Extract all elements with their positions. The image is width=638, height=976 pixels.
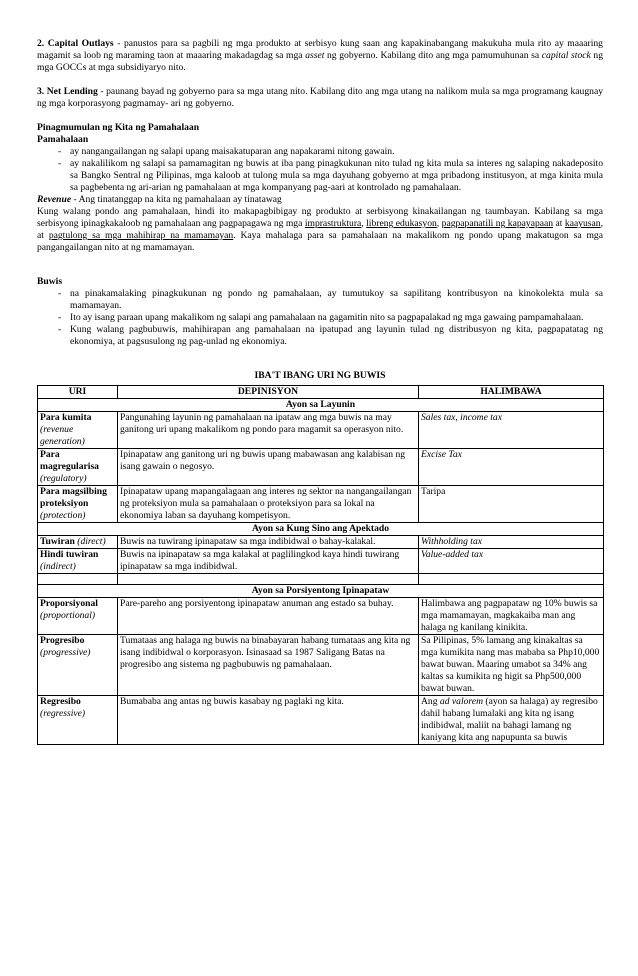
revenue-label: Revenue: [37, 194, 72, 205]
definition-cell: Tumataas ang halaga ng buwis na binabayaran habang tumataas ang kita ng isang indibidwal o korporasyon. Isinasaad sa 1987 Saligang Batas na progresibo ang sistema ng pagbubuwis ng pamahalaan.: [118, 635, 419, 696]
section-title-layunin: Ayon sa Layunin: [38, 399, 604, 412]
tax-type-english: (revenue generation): [40, 424, 85, 447]
tax-type-name: Para magsilbing proteksiyon: [40, 486, 107, 509]
example-cell: Withholding tax: [419, 536, 604, 549]
header-uri: URI: [38, 386, 118, 399]
tax-type-english: (regulatory): [40, 473, 87, 484]
spacer-cell: [38, 574, 118, 585]
tax-type-name: Progresibo: [40, 635, 85, 646]
pinagmumulan-heading: Pinagmumulan ng Kita ng Pamahalaan: [37, 122, 200, 133]
separator: at: [553, 218, 565, 229]
example-cell: Sales tax, income tax: [419, 412, 604, 449]
buwis-list: [37, 288, 603, 348]
tax-type-name: Proporsiyonal: [40, 598, 98, 609]
tax-type-name: Regresibo: [40, 696, 81, 707]
section-row: [38, 585, 604, 598]
net-lending-text: - paunang bayad ng gobyerno para sa mga utang nito. Kabilang dito ang mga utang na nalikom mula sa mga programang kaugnay ng mga korporasyong pagmamay- ari ng gobyerno.: [37, 86, 604, 109]
spacer-cell: [419, 574, 604, 585]
capital-outlays-text: - panustos para sa pagbili ng mga produkto at serbisyo kung saan ang kapakinabangang makukuha mula rito ay maaaring magamit sa loob ng maraming taon at maaaring makadagdag sa mga: [37, 38, 603, 61]
definition-cell: Pangunahing layunin ng pamahalaan na ipataw ang mga buwis na may ganitong uri upang makalikom ng pondo para magamit sa operasyon nito.: [118, 412, 419, 449]
asset-term: asset: [305, 50, 325, 61]
section-row: [38, 523, 604, 536]
spacer-row: [38, 574, 604, 585]
capital-outlays-paragraph: [37, 38, 603, 74]
definition-cell: Pare-pareho ang porsiyentong ipinapataw anuman ang estado sa buhay.: [118, 598, 419, 635]
separator: , at: [37, 218, 603, 241]
table-header-row: [38, 386, 604, 399]
table-row: [38, 549, 604, 574]
closing-paragraph: [37, 206, 603, 254]
ad-valorem-term: ad valorem: [439, 696, 483, 707]
pamahalaan-heading: Pamahalaan: [37, 134, 89, 145]
example-cell: Value-added tax: [419, 549, 604, 574]
buwis-heading: Buwis: [37, 276, 63, 287]
tax-type-name: Hindi tuwiran: [40, 549, 99, 560]
kaayusan-link[interactable]: kaayusan: [564, 218, 601, 229]
tax-type-english: (indirect): [40, 561, 76, 572]
definition-cell: Bumababa ang antas ng buwis kasabay ng paglaki ng kita.: [118, 696, 419, 745]
tax-type-cell: [38, 536, 118, 549]
tax-type-cell: [38, 412, 118, 449]
section-title-apektado: Ayon sa Kung Sino ang Apektado: [38, 523, 604, 536]
imprastruktura-link[interactable]: imprastruktura: [304, 218, 362, 229]
table-row: [38, 449, 604, 486]
revenue-line: [37, 194, 603, 206]
tax-type-name: Para kumita: [40, 412, 92, 423]
tax-type-cell: [38, 449, 118, 486]
tax-type-cell: [38, 486, 118, 523]
definition-cell: Ipinapataw upang mapangalagaan ang interes ng sektor na nangangailangan ng proteksiyon mula sa pamahalaan o proteksiyon para sa lokal na ekonomiya laban sa dayuhang kompetisyon.: [118, 486, 419, 523]
separator: ,: [436, 218, 442, 229]
example-cell: Taripa: [419, 486, 604, 523]
tax-type-cell: [38, 549, 118, 574]
tax-type-english: (regressive): [40, 708, 86, 719]
net-lending-label: 3. Net Lending: [37, 86, 98, 97]
table-row: [38, 696, 604, 745]
closing-text-2: . Kaya mahalaga para sa pamahalaan na makalikom ng pondo upang makatugon sa mga pangangailangan nito at ng mamamayan.: [37, 230, 603, 253]
list-item: - na pinakamalaking pinagkukunan ng pondo ng pamahalaan, ay tumutukoy sa sapilitang kontribusyon na kinokolekta mula sa mamamayan.: [37, 288, 603, 312]
table-row: [38, 412, 604, 449]
definition-cell: Buwis na tuwirang ipinapataw sa mga indibidwal o bahay-kalakal.: [118, 536, 419, 549]
example-cell: Halimbawa ang pagpapataw ng 10% buwis sa mga mamamayan, magkakaiba man ang halaga ng kanilang kinikita.: [419, 598, 604, 635]
tax-type-cell: [38, 598, 118, 635]
table-row: [38, 635, 604, 696]
capital-outlays-text-2: ng gobyerno. Kabilang dito ang mga pamumuhunan sa: [324, 50, 542, 61]
revenue-text: - Ang tinatanggap na kita ng pamahalaan ay tinatawag: [71, 194, 282, 205]
tax-type-cell: [38, 635, 118, 696]
example-cell: Excise Tax: [419, 449, 604, 486]
tax-type-english: (direct): [77, 536, 106, 547]
definition-cell: Ipinapataw ang ganitong uri ng buwis upang mabawasan ang kalabisan ng isang gawain o negosyo.: [118, 449, 419, 486]
capital-stock-term: capital stock: [541, 50, 591, 61]
table-row: [38, 598, 604, 635]
list-item: - ay nakalilikom ng salapi sa pamamagitan ng buwis at iba pang pinagkukunan nito tulad ng kita mula sa interes ng salaping nakadeposito sa Bangko Sentral ng Pilipinas, mga kaloob at tulong mula sa mga dayuhang gobyerno at mga pribadong institusyon, at mga kinita mula sa pagbebenta ng ari-arian ng pamahalaan at mga kompanyang pag-aari at kontrolado ng pamahalaan.: [37, 158, 603, 194]
pagtulong-link[interactable]: pagtulong sa mga mahihirap na mamamayan: [48, 230, 234, 241]
pamahalaan-list: [37, 146, 603, 194]
tax-type-english: (proportional): [40, 610, 96, 621]
list-item: - Kung walang pagbubuwis, mahihirapan ang pamahalaan na ipatupad ang layunin tulad ng distribusyon ng kita, pagpapatatag ng ekonomiya, at pagsusulong ng pag-unlad ng ekonomiya.: [37, 324, 603, 348]
tax-type-english: (protection): [40, 510, 86, 521]
tax-type-english: (progressive): [40, 647, 91, 658]
example-text-2: (ayon sa halaga) ay regresibo dahil habang lumalaki ang kita ng isang indibidwal, maliit na bahagi lamang ng kaniyang kita ang napupunta sa buwis: [421, 696, 598, 743]
tax-table: [37, 385, 604, 745]
section-title-porsiyento: Ayon sa Porsiyentong Ipinapataw: [38, 585, 604, 598]
list-item: - Ito ay isang paraan upang makalikom ng salapi ang pamahalaan na gagamitin nito sa pagpapalakad ng mga gawaing pampamahalaan.: [37, 312, 603, 324]
closing-text: Kung walang pondo ang pamahalaan, hindi ito makapagbibigay ng produkto at serbisyong kinakailangan ng taumbayan. Kabilang sa mga serbisyong ipinagkakaloob ng pamahalaan ang pagpapagawa ng mga: [37, 206, 603, 229]
tax-type-name: Tuwiran: [40, 536, 75, 547]
spacer-cell: [118, 574, 419, 585]
header-depinisyon: DEPINISYON: [118, 386, 419, 399]
header-halimbawa: HALIMBAWA: [419, 386, 604, 399]
table-row: [38, 536, 604, 549]
example-text: Ang: [421, 696, 440, 707]
libreng-edukasyon-link[interactable]: libreng edukasyon: [366, 218, 437, 229]
list-item: - ay nangangailangan ng salapi upang maisakatuparan ang napakarami nitong gawain.: [37, 146, 603, 158]
example-cell: [419, 696, 604, 745]
net-lending-paragraph: [37, 86, 603, 110]
tax-type-name: Para magregularisa: [40, 449, 99, 472]
tax-type-cell: [38, 696, 118, 745]
table-title: IBA'T IBANG URI NG BUWIS: [254, 370, 386, 381]
separator: ,: [361, 218, 367, 229]
pagpapanatili-ng-kapayapaan-link[interactable]: pagpapanatili ng kapayapaan: [441, 218, 554, 229]
section-row: [38, 399, 604, 412]
definition-cell: Buwis na ipinapataw sa mga kalakal at paglilingkod kaya hindi tuwirang ipinapataw sa mga indibidwal.: [118, 549, 419, 574]
example-cell: Sa Pilipinas, 5% lamang ang kinakaltas sa mga kumikita nang mas mababa sa Php10,000 bawat buwan. Maaring umabot sa 34% ang kaltas sa kumikita ng higit sa Php500,000 bawat buwan.: [419, 635, 604, 696]
capital-outlays-text-3: ng mga GOCCs at mga subsidiyaryo nito.: [37, 50, 603, 73]
document-page: [37, 38, 603, 745]
table-row: [38, 486, 604, 523]
capital-outlays-label: 2. Capital Outlays: [37, 38, 114, 49]
